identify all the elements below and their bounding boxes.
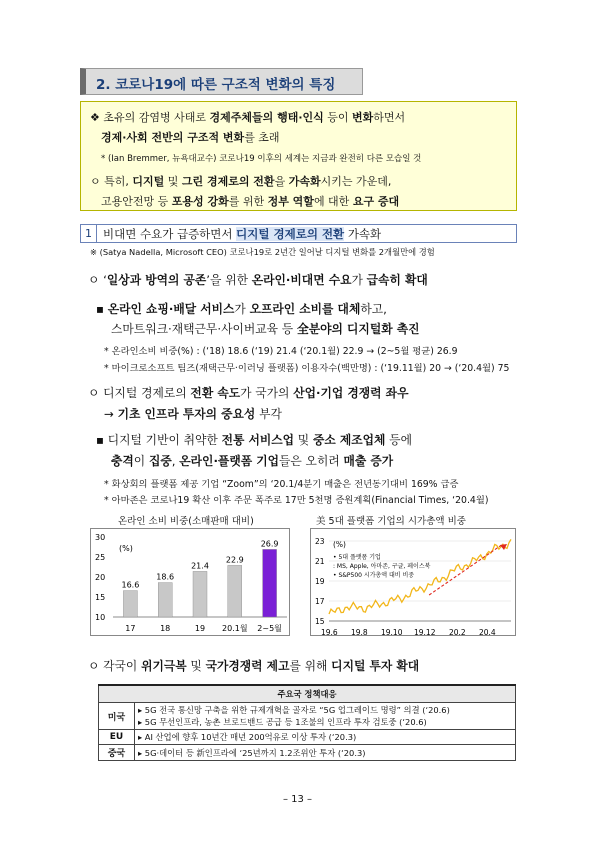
table-row [99, 745, 516, 761]
summary-line-1: ❖ 초유의 감염병 사태로 경제주체들의 행태·인식 등이 변화하면서 [90, 111, 406, 124]
subsection-heading [80, 224, 517, 243]
chart1-bar [123, 591, 137, 617]
chart1-xtick: 18 [160, 624, 171, 633]
chart1-xtick: 19 [194, 624, 206, 633]
country-cell: 중국 [99, 745, 135, 761]
chart1-xtick: 17 [125, 624, 136, 633]
chart2-trend-arrow [429, 544, 503, 595]
policy-item: ▸ AI 산업에 향후 10년간 매년 200억유로 이상 투자 (‘20.3) [138, 732, 357, 742]
country-cell: EU [99, 730, 135, 745]
chart1-unit: (%) [119, 544, 133, 553]
chart1-ytick: 15 [95, 593, 106, 602]
chart1-data-label: 16.6 [121, 580, 140, 590]
chart1-data-label: 22.9 [225, 555, 244, 565]
chart1-data-label: 18.6 [156, 572, 175, 582]
chart1-ytick: 25 [95, 553, 106, 562]
paragraph-1a-line-1: ▪ 온라인 쇼핑·배달 서비스가 오프라인 소비를 대체하고, [96, 302, 387, 316]
chart1-xtick: 20.1월 [222, 624, 248, 633]
chart1-frame [90, 528, 290, 636]
country-cell: 미국 [99, 703, 135, 730]
chart1-bar [158, 583, 172, 617]
subsection-note: ※ (Satya Nadella, Microsoft CEO) 코로나19로 2년간 일어날 디지털 변화를 2개월만에 경험 [90, 247, 435, 257]
chart2-legend-2: : MS, Apple, 아마존, 구글, 페이스북 [333, 563, 431, 570]
paragraph-1: ㅇ ‘일상과 방역의 공존’을 위한 온라인·비대면 수요가 급속히 확대 [88, 273, 428, 287]
policy-table [98, 684, 516, 761]
subsection-title: 비대면 수요가 급증하면서 디지털 경제로의 전환 가속화 [103, 227, 382, 241]
online-share-bar-chart [91, 529, 291, 637]
summary-line-3: ㅇ 특히, 디지털 및 그린 경제로의 전환을 가속화시키는 가운데, [90, 175, 392, 188]
section-title: 2. 코로나19에 따른 구조적 변화의 특징 [80, 68, 363, 95]
policy-item: ▸ 5G 전국 통신망 구축을 위한 규제개혁을 골자로 “5G 업그레이드 명령” 의결 (‘20.6) [138, 705, 450, 715]
subsection-number: 1 [81, 225, 97, 242]
chart2-ytick: 19 [315, 577, 325, 586]
chart1-data-label: 21.4 [191, 561, 209, 571]
chart1-bar [193, 571, 207, 617]
platform-share-line-chart [311, 529, 517, 637]
summary-box [80, 101, 517, 211]
chart1-title: 온라인 소비 비중(소매판매 대비) [118, 516, 254, 527]
note-zoom: * 화상회의 플랫폼 제공 기업 “Zoom”의 ‘20.1/4분기 매출은 전년동기대비 169% 급증 [104, 479, 459, 490]
chart2-xtick: 20.2 [449, 628, 466, 637]
policy-item: ▸ 5G·데이터 등 新인프라에 ‘25년까지 1.2조위안 투자 (‘20.3) [138, 747, 366, 758]
chart2-ytick: 21 [315, 557, 325, 566]
table-row [99, 703, 516, 730]
note-teams-users: * 마이크로소프트 팀즈(재택근무·이러닝 플랫폼) 이용자수(백만명) : (‘19.11월) 20 → (‘20.4월) 75 [104, 363, 510, 374]
chart2-unit: (%) [333, 540, 346, 549]
paragraph-2a-line-2: 충격이 집중, 온라인·플랫폼 기업들은 오히려 매출 증가 [111, 454, 394, 468]
policy-table-header: 주요국 정책대응 [99, 685, 516, 703]
policy-cell [135, 703, 516, 730]
chart1-bar [228, 565, 242, 617]
policy-cell [135, 745, 516, 761]
chart2-xtick: 19.6 [321, 628, 338, 637]
chart2-xtick: 19.10 [381, 628, 403, 637]
paragraph-2-line-2: → 기초 인프라 투자의 중요성 부각 [104, 407, 282, 421]
paragraph-1a-line-2: 스마트워크·재택근무·사이버교육 등 全분야의 디지털화 촉진 [111, 322, 420, 336]
chart1-bar [263, 549, 277, 617]
chart1-ytick: 10 [95, 613, 106, 622]
chart1-data-label: 26.9 [260, 539, 279, 549]
summary-line-4: 고용안전망 등 포용성 강화를 위한 정부 역할에 대한 요구 증대 [101, 195, 400, 208]
chart2-xtick: 20.4 [479, 628, 496, 637]
table-row [99, 730, 516, 745]
chart2-title: 美 5대 플랫폼 기업의 시가총액 비중 [316, 516, 466, 527]
chart2-xtick: 19.8 [351, 628, 368, 637]
chart2-legend-3: • S&P500 시가총액 대비 비중 [333, 572, 415, 579]
note-amazon: * 아마존은 코로나19 확산 이후 주문 폭주로 17만 5천명 증원계획(Financial Times, ‘20.4월) [104, 495, 489, 506]
chart2-ytick: 17 [315, 597, 325, 606]
chart2-xtick: 19.12 [414, 628, 436, 637]
summary-line-2: 경제·사회 전반의 구조적 변화를 초래 [101, 131, 280, 144]
paragraph-2a-line-1: ▪ 디지털 기반이 취약한 전통 서비스업 및 중소 제조업체 등에 [96, 433, 412, 447]
chart2-ytick: 15 [315, 617, 325, 626]
policy-item: ▸ 5G 무선인프라, 농촌 브로드밴드 공급 등 1조불의 인프라 투자 검토중 (‘20.6) [138, 717, 427, 727]
chart2-ytick: 23 [315, 537, 325, 546]
chart1-xtick: 2~5월 [257, 624, 282, 633]
paragraph-3: ㅇ 각국이 위기극복 및 국가경쟁력 제고를 위해 디지털 투자 확대 [88, 659, 420, 673]
chart2-frame [310, 528, 516, 636]
summary-note: * (Ian Bremmer, 뉴욕대교수) 코로나19 이후의 세계는 지금과 완전히 다른 모습일 것 [101, 154, 422, 164]
chart1-ytick: 30 [95, 533, 106, 542]
note-online-share: * 온라인소비 비중(%) : (‘18) 18.6 (‘19) 21.4 (‘20.1월) 22.9 → (2~5월 평균) 26.9 [104, 346, 458, 357]
chart2-legend-1: • 5대 플랫폼 기업 [333, 554, 381, 561]
policy-cell [135, 730, 516, 745]
paragraph-2-line-1: ㅇ 디지털 경제로의 전환 속도가 국가의 산업·기업 경쟁력 좌우 [88, 386, 409, 400]
page-number: – 13 – [282, 794, 313, 805]
chart1-ytick: 20 [95, 573, 106, 582]
